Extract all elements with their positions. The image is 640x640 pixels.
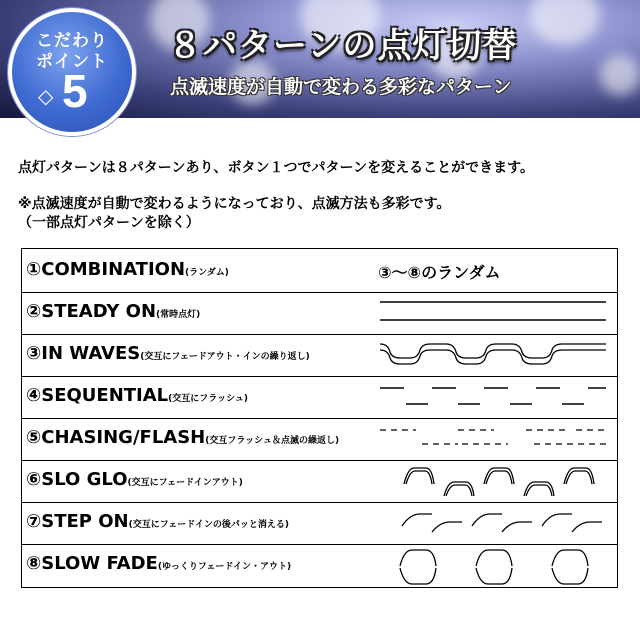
bokeh-light xyxy=(530,0,600,45)
note-text: ※点滅速度が自動で変わるようになっており、点滅方法も多彩です。 xyxy=(18,196,451,212)
pattern-name xyxy=(26,343,310,364)
pattern-name xyxy=(26,553,291,574)
pattern-diagram-text: ③〜⑧のランダム xyxy=(378,263,501,282)
pattern-note: (常時点灯) xyxy=(156,310,201,320)
pattern-table xyxy=(21,248,618,588)
pattern-label: ⑧SLOW FADE xyxy=(26,553,158,574)
pattern-note: (ランダム) xyxy=(185,268,229,278)
pattern-name xyxy=(26,259,229,280)
pattern-row xyxy=(22,501,617,545)
step-on-icon xyxy=(376,504,611,540)
pattern-row xyxy=(22,249,617,293)
pattern-label: ②STEADY ON xyxy=(26,301,157,322)
description-text: 点灯パターンは８パターンあり、ボタン１つでパターンを変えることができます。 xyxy=(18,160,535,176)
badge-line1: こだわり xyxy=(36,31,108,51)
pattern-name xyxy=(26,511,289,532)
pattern-label: ④SEQUENTIAL xyxy=(26,385,169,406)
pattern-note: (交互にフェードインの後パッと消える) xyxy=(128,520,289,530)
pattern-note: (交互にフェードインアウト) xyxy=(127,478,243,488)
point-badge xyxy=(8,8,136,136)
pattern-note: (ゆっくりフェードイン・アウト) xyxy=(157,562,292,572)
slow-fade-icon xyxy=(376,546,611,586)
pattern-name xyxy=(26,385,248,406)
pattern-name xyxy=(26,301,200,322)
chasing-dashes-icon xyxy=(376,420,611,456)
pattern-note: (交互フラッシュ＆点滅の繰返し) xyxy=(205,436,340,446)
pattern-label: ⑦STEP ON xyxy=(26,511,129,532)
pattern-label: ⑥SLO GLO xyxy=(26,469,128,490)
pattern-row xyxy=(22,417,617,461)
page-title: ８パターンの点灯切替 xyxy=(168,26,518,66)
pattern-row xyxy=(22,543,617,586)
pattern-row xyxy=(22,375,617,419)
pattern-label: ①COMBINATION xyxy=(26,259,186,280)
pattern-note: (交互にフラッシュ) xyxy=(168,394,249,404)
steady-lines-icon xyxy=(376,294,611,330)
pattern-row xyxy=(22,459,617,503)
pattern-row xyxy=(22,333,617,377)
pattern-label: ⑤CHASING/FLASH xyxy=(26,427,206,448)
waves-icon xyxy=(376,336,611,372)
sequential-dashes-icon xyxy=(376,378,611,414)
pattern-name xyxy=(26,427,339,448)
badge-line2: ポイント xyxy=(36,52,108,72)
pattern-name xyxy=(26,469,243,490)
pattern-note: (交互にフェードアウト・インの繰り返し) xyxy=(140,352,310,362)
pattern-row xyxy=(22,291,617,335)
slow-glow-icon xyxy=(376,462,611,498)
bokeh-light xyxy=(600,55,640,95)
page-subtitle: 点滅速度が自動で変わる多彩なパターン xyxy=(170,76,512,98)
badge-number: 5 xyxy=(62,65,88,117)
pattern-label: ③IN WAVES xyxy=(26,343,141,364)
diamond-icon: ◇ xyxy=(38,84,54,108)
note-text-exception: （一部点灯パターンを除く） xyxy=(18,215,200,231)
